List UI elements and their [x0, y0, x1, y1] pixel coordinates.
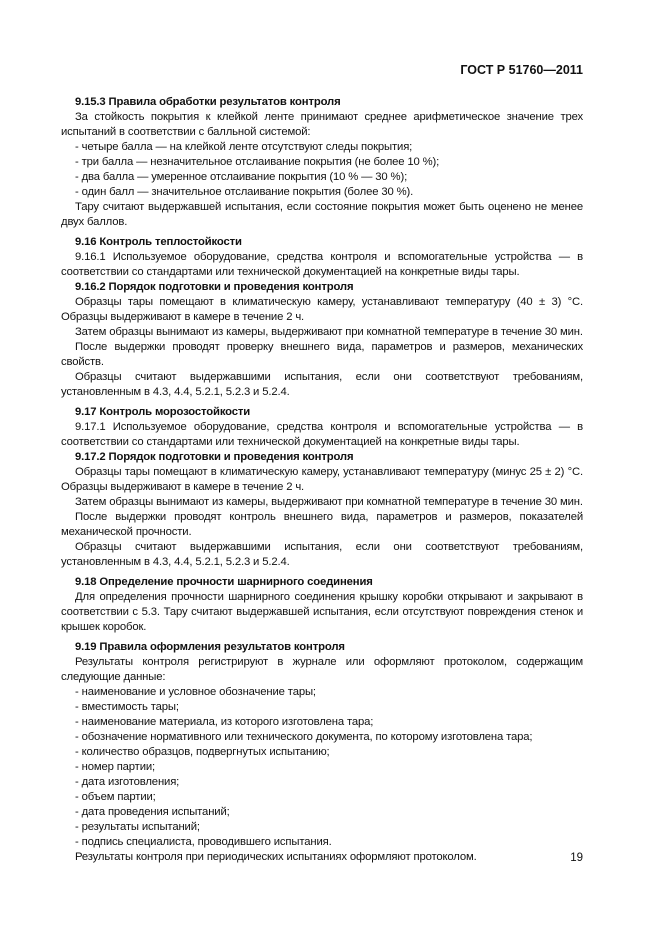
paragraph: 9.16.1 Используемое оборудование, средства контроля и вспомогательные устройства — в соответствии со стандартами или технической документацией на конкретные виды тары.	[61, 251, 583, 278]
paragraph: 9.17.1 Используемое оборудование, средства контроля и вспомогательные устройства — в соответствии со стандартами или технической документацией на конкретные виды тары.	[61, 421, 583, 448]
paragraph: Для определения прочности шарнирного соединения крышку коробки открывают и закрывают в соответствии с 5.3. Тару считают выдержавшей испытания, если отсутствуют повреждения стенок и крышек коробок.	[61, 591, 583, 633]
paragraph: Образцы тары помещают в климатическую камеру, устанавливают температуру (40 ± 3) °С. Образцы выдерживают в камере в течение 2 ч.	[61, 296, 583, 323]
list-item: - объем партии;	[75, 791, 156, 803]
page-number: 19	[570, 852, 583, 864]
paragraph: Результаты контроля регистрируют в журнале или оформляют протоколом, содержащим следующие данные:	[61, 656, 583, 683]
section-heading: 9.17.2 Порядок подготовки и проведения контроля	[75, 451, 354, 463]
paragraph: Образцы считают выдержавшими испытания, если они соответствуют требованиям, установленным в 4.3, 4.4, 5.2.1, 5.2.3 и 5.2.4.	[61, 541, 583, 568]
section-heading: 9.16 Контроль теплостойкости	[75, 236, 242, 248]
list-item: - количество образцов, подвергнутых испытанию;	[75, 746, 330, 758]
paragraph: Образцы тары помещают в климатическую камеру, устанавливают температуру (минус 25 ± 2) °С. Образцы выдерживают в камере в течение 2 ч.	[61, 466, 583, 493]
paragraph: После выдержки проводят проверку внешнего вида, параметров и размеров, механических свойств.	[61, 341, 583, 368]
paragraph: Затем образцы вынимают из камеры, выдерживают при комнатной температуре в течение 30 мин.	[75, 496, 583, 508]
list-item: - наименование материала, из которого изготовлена тара;	[75, 716, 374, 728]
list-item: - дата проведения испытаний;	[75, 806, 230, 818]
list-item: - подпись специалиста, проводившего испытания.	[75, 836, 332, 848]
list-item: - два балла — умеренное отслаивание покрытия (10 % — 30 %);	[75, 171, 408, 183]
section-heading: 9.18 Определение прочности шарнирного соединения	[75, 576, 373, 588]
paragraph: После выдержки проводят контроль внешнего вида, параметров и размеров, показателей механической прочности.	[61, 511, 583, 538]
list-item: - обозначение нормативного или технического документа, по которому изготовлена тара;	[75, 731, 533, 743]
list-item: - три балла — незначительное отслаивание покрытия (не более 10 %);	[75, 156, 440, 168]
paragraph: Затем образцы вынимают из камеры, выдерживают при комнатной температуре в течение 30 мин.	[75, 326, 583, 338]
paragraph: Тару считают выдержавшей испытания, если состояние покрытия может быть оценено не менее двух баллов.	[61, 201, 583, 228]
paragraph: За стойкость покрытия к клейкой ленте принимают среднее арифметическое значение трех испытаний в соответствии с балльной системой:	[61, 111, 583, 138]
paragraph: Образцы считают выдержавшими испытания, если они соответствуют требованиям, установленным в 4.3, 4.4, 5.2.1, 5.2.3 и 5.2.4.	[61, 371, 583, 398]
list-item: - результаты испытаний;	[75, 821, 200, 833]
document-body	[61, 95, 583, 865]
document-header: ГОСТ Р 51760—2011	[460, 63, 583, 77]
list-item: - номер партии;	[75, 761, 156, 773]
list-item: - наименование и условное обозначение тары;	[75, 686, 316, 698]
paragraph: Результаты контроля при периодических испытаниях оформляют протоколом.	[75, 851, 477, 863]
list-item: - четыре балла — на клейкой ленте отсутствуют следы покрытия;	[75, 141, 413, 153]
section-heading: 9.17 Контроль морозостойкости	[75, 406, 251, 418]
list-item: - вместимость тары;	[75, 701, 179, 713]
section-heading: 9.19 Правила оформления результатов контроля	[75, 641, 345, 653]
list-item: - один балл — значительное отслаивание покрытия (более 30 %).	[75, 186, 414, 198]
list-item: - дата изготовления;	[75, 776, 180, 788]
section-heading: 9.15.3 Правила обработки результатов контроля	[75, 96, 341, 108]
section-heading: 9.16.2 Порядок подготовки и проведения контроля	[75, 281, 354, 293]
